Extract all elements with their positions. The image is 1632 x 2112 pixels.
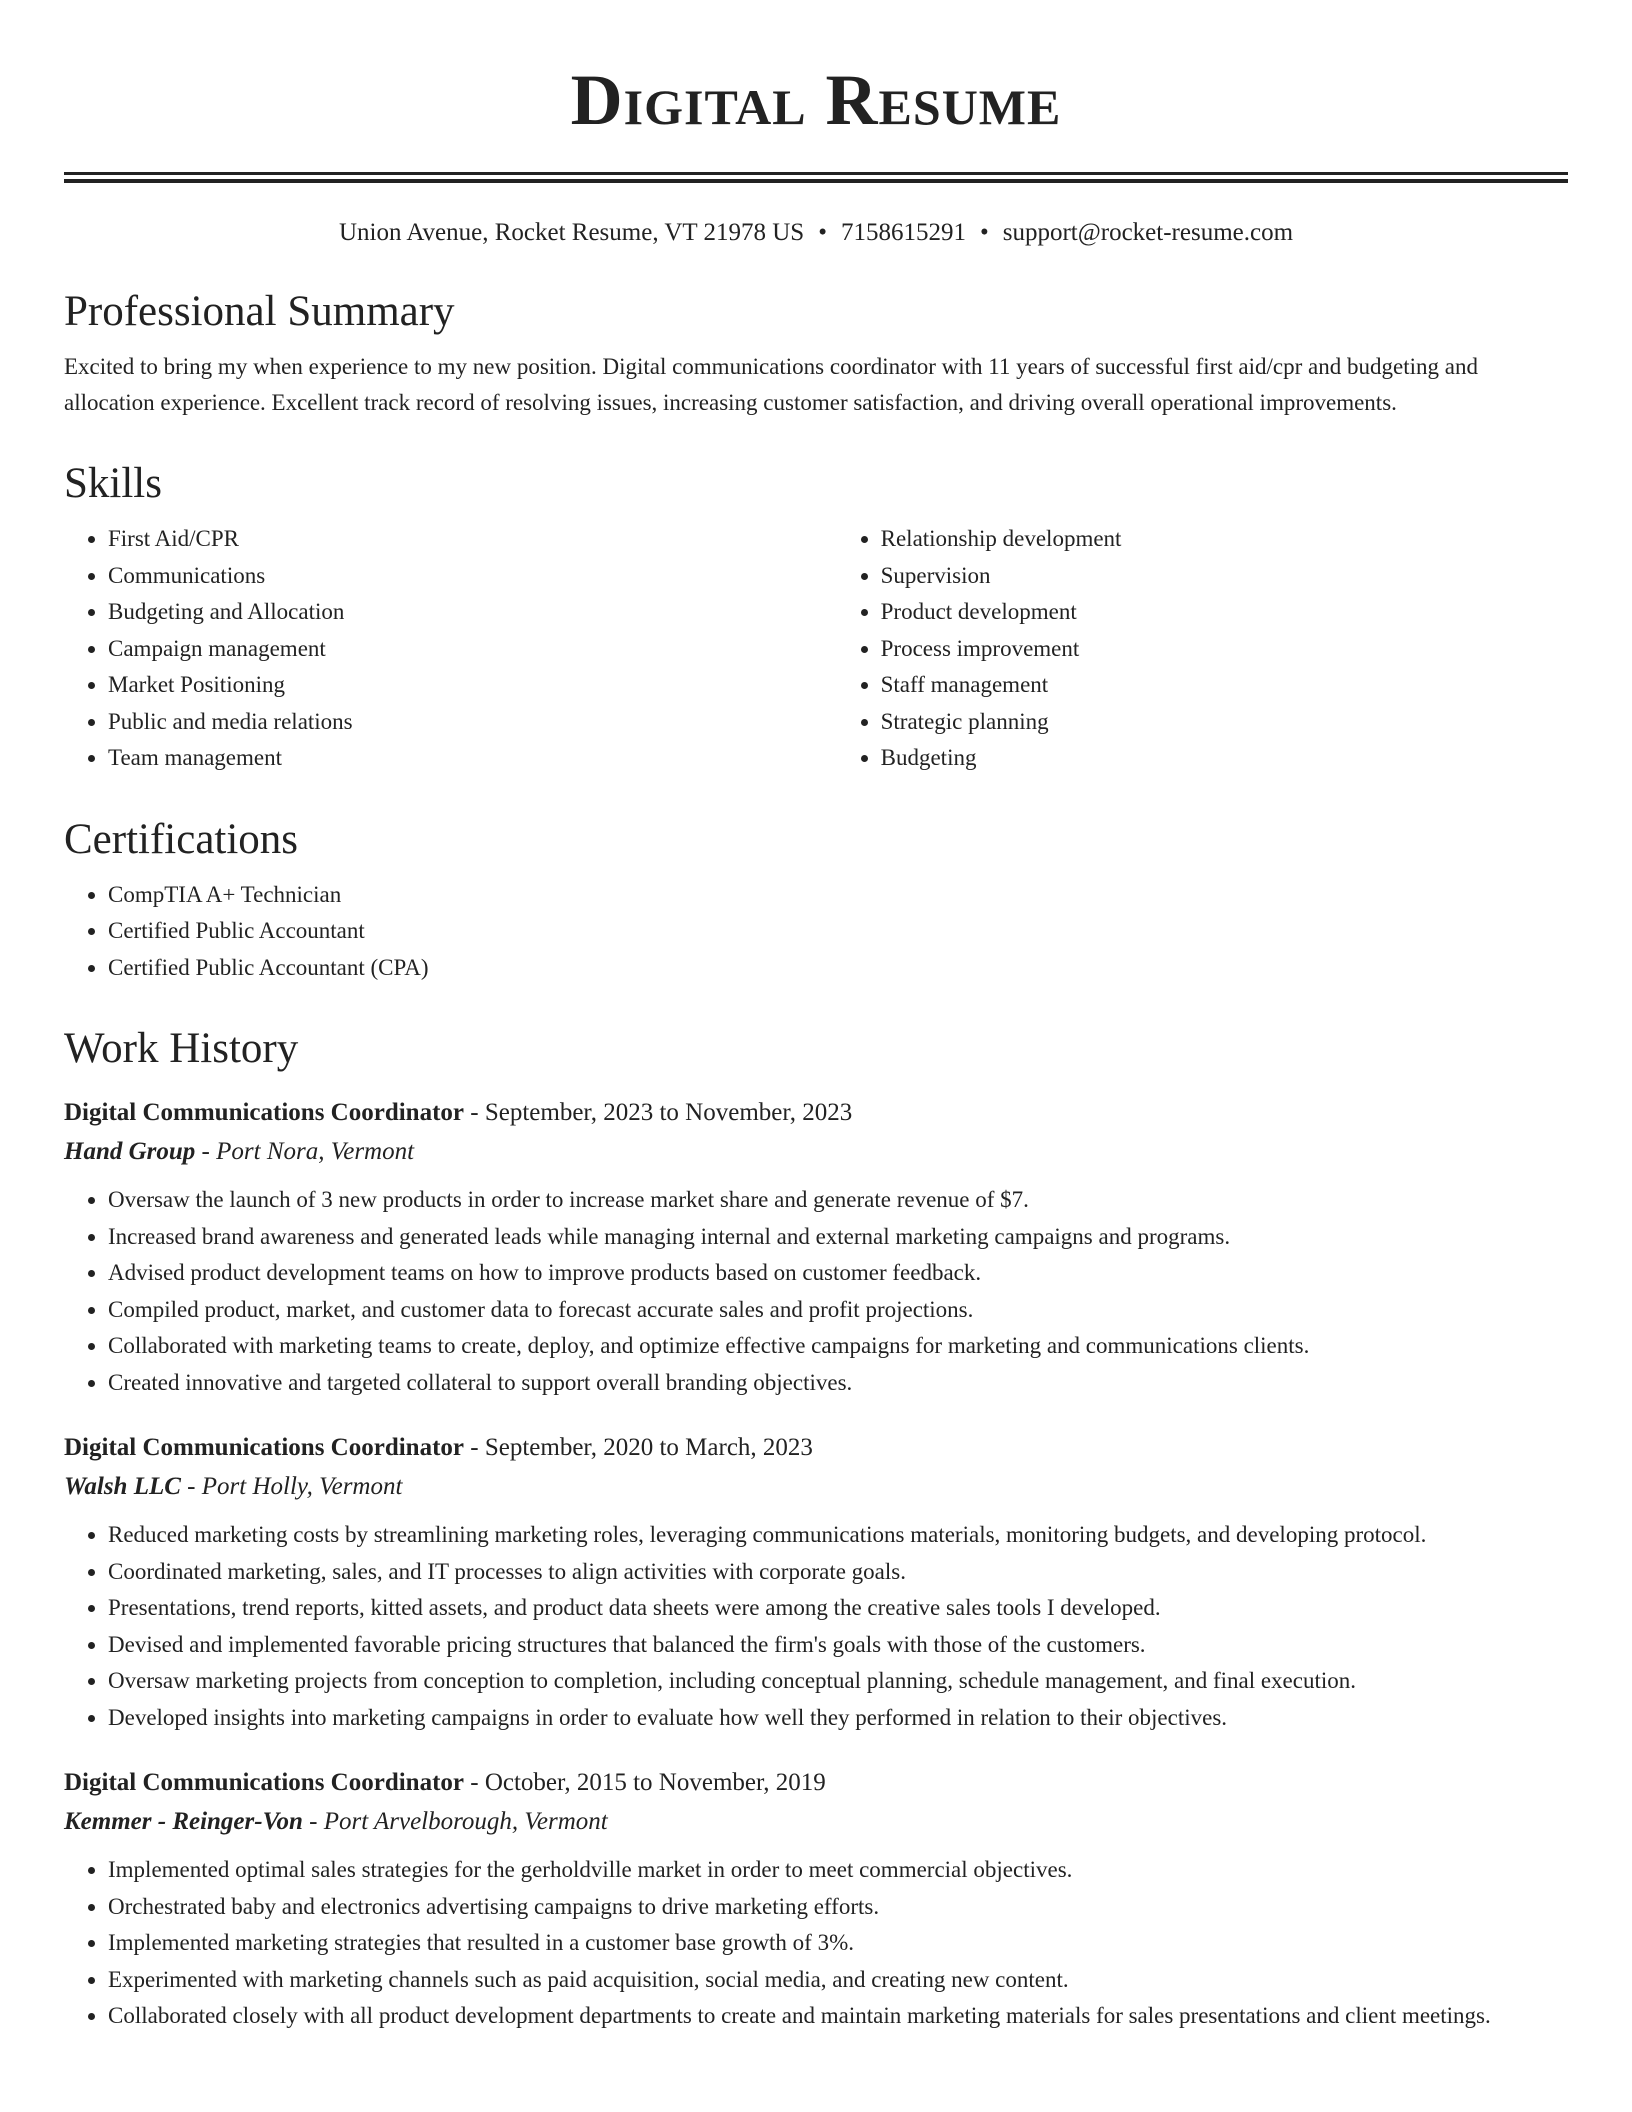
company-name: Walsh LLC xyxy=(64,1473,181,1500)
job-bullet: • Advised product development teams on how to improve products based on customer feedback. xyxy=(108,1255,1568,1292)
job-bullet: • Implemented marketing strategies that resulted in a customer base growth of 3%. xyxy=(108,1925,1568,1962)
job-bullet: • Presentations, trend reports, kitted assets, and product data sheets were among the creative sales tools I developed. xyxy=(108,1590,1568,1627)
job-entry xyxy=(64,1429,1568,1736)
job-title-line xyxy=(64,1429,1568,1467)
skills-list-right xyxy=(837,521,1568,777)
job-bullet: • Collaborated closely with all product development departments to create and maintain marketing materials for sales presentations and client meetings. xyxy=(108,1998,1568,2035)
job-dates: - September, 2020 to March, 2023 xyxy=(464,1434,813,1461)
job-bullets xyxy=(64,1517,1568,1736)
skills-list-left xyxy=(64,521,837,777)
skill-item: • Relationship development xyxy=(881,521,1568,558)
job-bullet: • Devised and implemented favorable pricing structures that balanced the firm's goals with those of the customers. xyxy=(108,1627,1568,1664)
job-bullet: • Developed insights into marketing campaigns in order to evaluate how well they performed in relation to their objectives. xyxy=(108,1700,1568,1737)
summary-text: Excited to bring my when experience to my new position. Digital communications coordinator with 11 years of successful first aid/cpr and budgeting and allocation experience. Excellent track record of resolving issues, increasing customer satisfaction, and driving overall operational improvements. xyxy=(64,354,1478,415)
skill-item: • Campaign management xyxy=(108,631,837,668)
resume-name: Digital Resume xyxy=(570,60,1062,140)
contact-email: support@rocket-resume.com xyxy=(1002,219,1294,246)
skill-item: • Team management xyxy=(108,740,837,777)
company-name: Hand Group xyxy=(64,1138,196,1165)
job-bullet: • Oversaw the launch of 3 new products in order to increase market share and generate revenue of $7. xyxy=(108,1182,1568,1219)
header-double-rule xyxy=(64,172,1568,183)
skill-item: • Public and media relations xyxy=(108,704,837,741)
contact-separator: • xyxy=(979,219,989,246)
job-bullet: • Increased brand awareness and generated leads while managing internal and external marketing campaigns and programs. xyxy=(108,1219,1568,1256)
skill-item: • Budgeting xyxy=(881,740,1568,777)
skill-item: • Market Positioning xyxy=(108,667,837,704)
job-bullet: • Coordinated marketing, sales, and IT processes to align activities with corporate goals. xyxy=(108,1554,1568,1591)
contact-phone: 7158615291 xyxy=(840,219,966,246)
job-dates: - October, 2015 to November, 2019 xyxy=(464,1769,826,1796)
job-bullet: • Compiled product, market, and customer data to forecast accurate sales and profit projections. xyxy=(108,1292,1568,1329)
job-bullets xyxy=(64,1852,1568,2035)
job-bullet: • Created innovative and targeted collateral to support overall branding objectives. xyxy=(108,1365,1568,1402)
contact-line xyxy=(64,217,1568,249)
job-bullet: • Orchestrated baby and electronics advertising campaigns to drive marketing efforts. xyxy=(108,1889,1568,1926)
skill-item: • Communications xyxy=(108,558,837,595)
skill-item: • First Aid/CPR xyxy=(108,521,837,558)
company-line xyxy=(64,1132,1568,1172)
skills-heading: Skills xyxy=(64,460,162,507)
skill-item: • Budgeting and Allocation xyxy=(108,594,837,631)
certifications-list xyxy=(64,877,1568,987)
job-bullet: • Implemented optimal sales strategies for the gerholdville market in order to meet commercial objectives. xyxy=(108,1852,1568,1889)
company-name: Kemmer - Reinger-Von xyxy=(64,1808,303,1835)
job-bullet: • Collaborated with marketing teams to create, deploy, and optimize effective campaigns for marketing and communications clients. xyxy=(108,1328,1568,1365)
skill-item: • Strategic planning xyxy=(881,704,1568,741)
skill-item: • Supervision xyxy=(881,558,1568,595)
job-entry xyxy=(64,1094,1568,1401)
skill-item: • Staff management xyxy=(881,667,1568,704)
job-title: Digital Communications Coordinator xyxy=(64,1769,464,1796)
work-history-heading: Work History xyxy=(64,1025,299,1072)
skill-item: • Process improvement xyxy=(881,631,1568,668)
contact-separator: • xyxy=(818,219,827,246)
skill-item: • Product development xyxy=(881,594,1568,631)
company-location: - Port Arvelborough, Vermont xyxy=(302,1808,608,1835)
certifications-heading: Certifications xyxy=(64,815,299,863)
certification-item: • CompTIA A+ Technician xyxy=(108,877,1568,914)
job-title: Digital Communications Coordinator xyxy=(64,1434,464,1461)
job-bullet: • Oversaw marketing projects from conception to completion, including conceptual planning, schedule management, and final execution. xyxy=(108,1663,1568,1700)
certification-item: • Certified Public Accountant xyxy=(108,913,1568,950)
job-title: Digital Communications Coordinator xyxy=(64,1099,464,1126)
job-bullets xyxy=(64,1182,1568,1401)
certification-item: • Certified Public Accountant (CPA) xyxy=(108,950,1568,987)
summary-heading: Professional Summary xyxy=(64,288,455,335)
company-line xyxy=(64,1467,1568,1507)
company-location: - Port Holly, Vermont xyxy=(180,1473,403,1500)
skills-columns xyxy=(64,521,1568,777)
job-title-line xyxy=(64,1764,1568,1802)
job-title-line xyxy=(64,1094,1568,1132)
job-entry xyxy=(64,1764,1568,2035)
company-line xyxy=(64,1802,1568,1842)
job-bullet: • Experimented with marketing channels such as paid acquisition, social media, and creating new content. xyxy=(108,1962,1568,1999)
contact-address: Union Avenue, Rocket Resume, VT 21978 US xyxy=(338,219,805,246)
job-bullet: • Reduced marketing costs by streamlining marketing roles, leveraging communications materials, monitoring budgets, and developing protocol. xyxy=(108,1517,1568,1554)
company-location: - Port Nora, Vermont xyxy=(195,1138,415,1165)
job-dates: - September, 2023 to November, 2023 xyxy=(464,1099,853,1126)
